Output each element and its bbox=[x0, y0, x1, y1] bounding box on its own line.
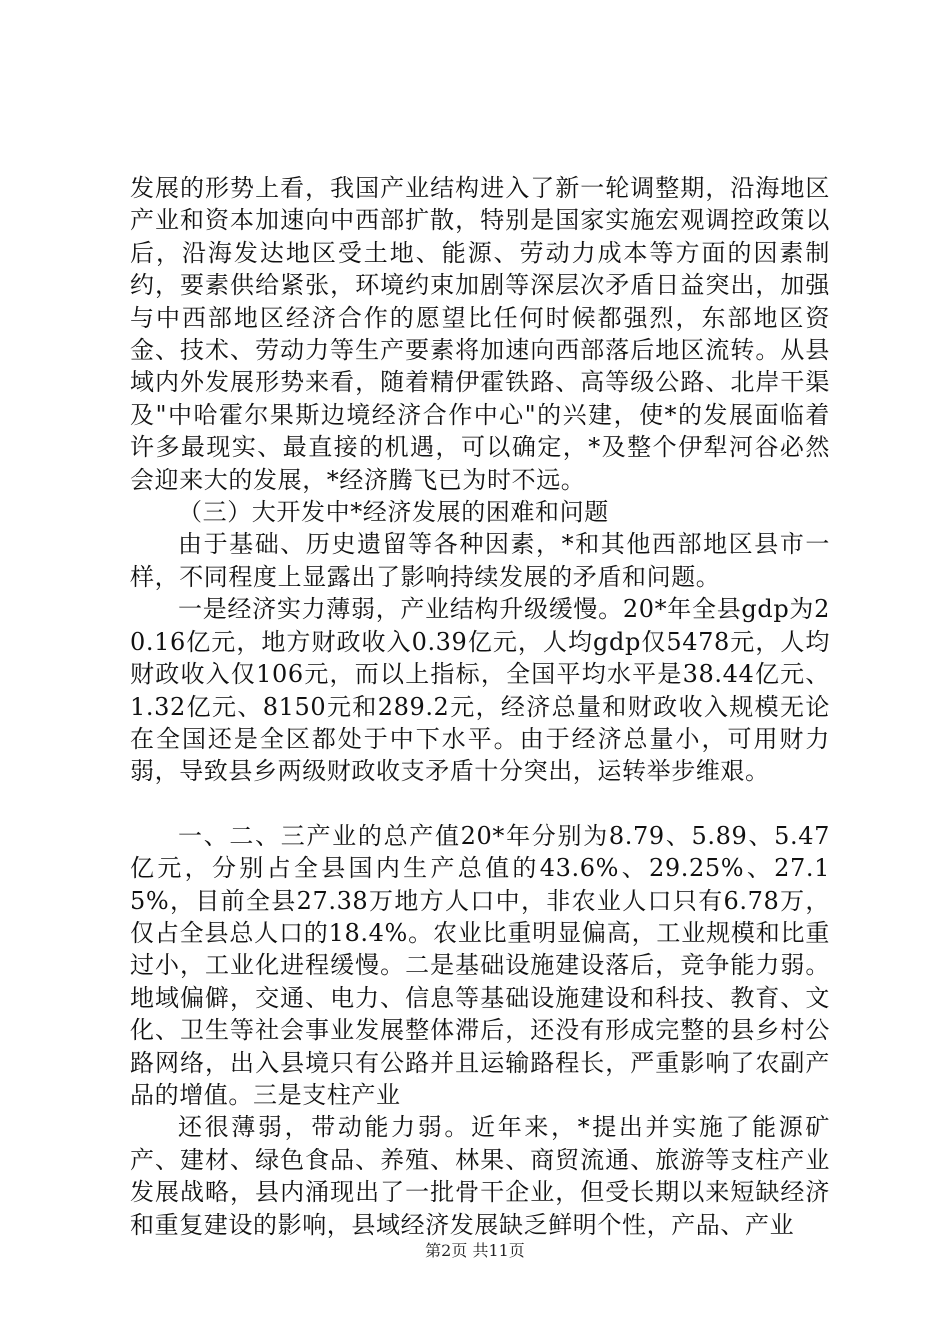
document-body bbox=[130, 172, 830, 1241]
page-number-footer: 第2页 共11页 bbox=[425, 1241, 525, 1260]
paragraph-industry-output: 一、二、三产业的总产值20*年分别为8.79、5.89、5.47亿元，分别占全县国内生产总值的43.6%、29.25%、27.15%，目前全县27.38万地方人口中，非农业人口只有6.78万，仅占全县总人口的18.4%。农业比重明显偏高，工业规模和比重过小，工业化进程缓慢。二是基础设施建设落后，竞争能力弱。地域偏僻，交通、电力、信息等基础设施建设和科技、教育、文化、卫生等社会事业发展整体滞后，还没有形成完整的县乡村公路网络，出入县境只有公路并且运输路程长，严重影响了农副产品的增值。三是支柱产业 bbox=[130, 821, 830, 1109]
paragraph-pillar-industries: 还很薄弱，带动能力弱。近年来，*提出并实施了能源矿产、建材、绿色食品、养殖、林果、商贸流通、旅游等支柱产业发展战略，县内涌现出了一批骨干企业，但受长期以来短缺经济和重复建设的影响，县域经济发展缺乏鲜明个性，产品、产业 bbox=[130, 1113, 830, 1239]
paragraph-problems-intro: 由于基础、历史遗留等各种因素，*和其他西部地区县市一样，不同程度上显露出了影响持续发展的矛盾和问题。 bbox=[130, 530, 830, 591]
section-heading-difficulties: （三）大开发中*经济发展的困难和问题 bbox=[178, 498, 609, 527]
paragraph-economic-strength: 一是经济实力薄弱，产业结构升级缓慢。20*年全县gdp为20.16亿元，地方财政收入0.39亿元，人均gdp仅5478元，人均财政收入仅106元，而以上指标，全国平均水平是38.44亿元、1.32亿元、8150元和289.2元，经济总量和财政收入规模无论在全国还是全区都处于中下水平。由于经济总量小，可用财力弱，导致县乡两级财政收支矛盾十分突出，运转举步维艰。 bbox=[130, 595, 830, 786]
paragraph-development-situation: 发展的形势上看，我国产业结构进入了新一轮调整期，沿海地区产业和资本加速向中西部扩散，特别是国家实施宏观调控政策以后，沿海发达地区受土地、能源、劳动力成本等方面的因素制约，要素供给紧张，环境约束加剧等深层次矛盾日益突出，加强与中西部地区经济合作的愿望比任何时候都强烈，东部地区资金、技术、劳动力等生产要素将加速向西部落后地区流转。从县域内外发展形势来看，随着精伊霍铁路、高等级公路、北岸干渠及"中哈霍尔果斯边境经济合作中心"的兴建，使*的发展面临着许多最现实、最直接的机遇，可以确定，*及整个伊犁河谷必然会迎来大的发展，*经济腾飞已为时不远。 bbox=[130, 174, 830, 494]
